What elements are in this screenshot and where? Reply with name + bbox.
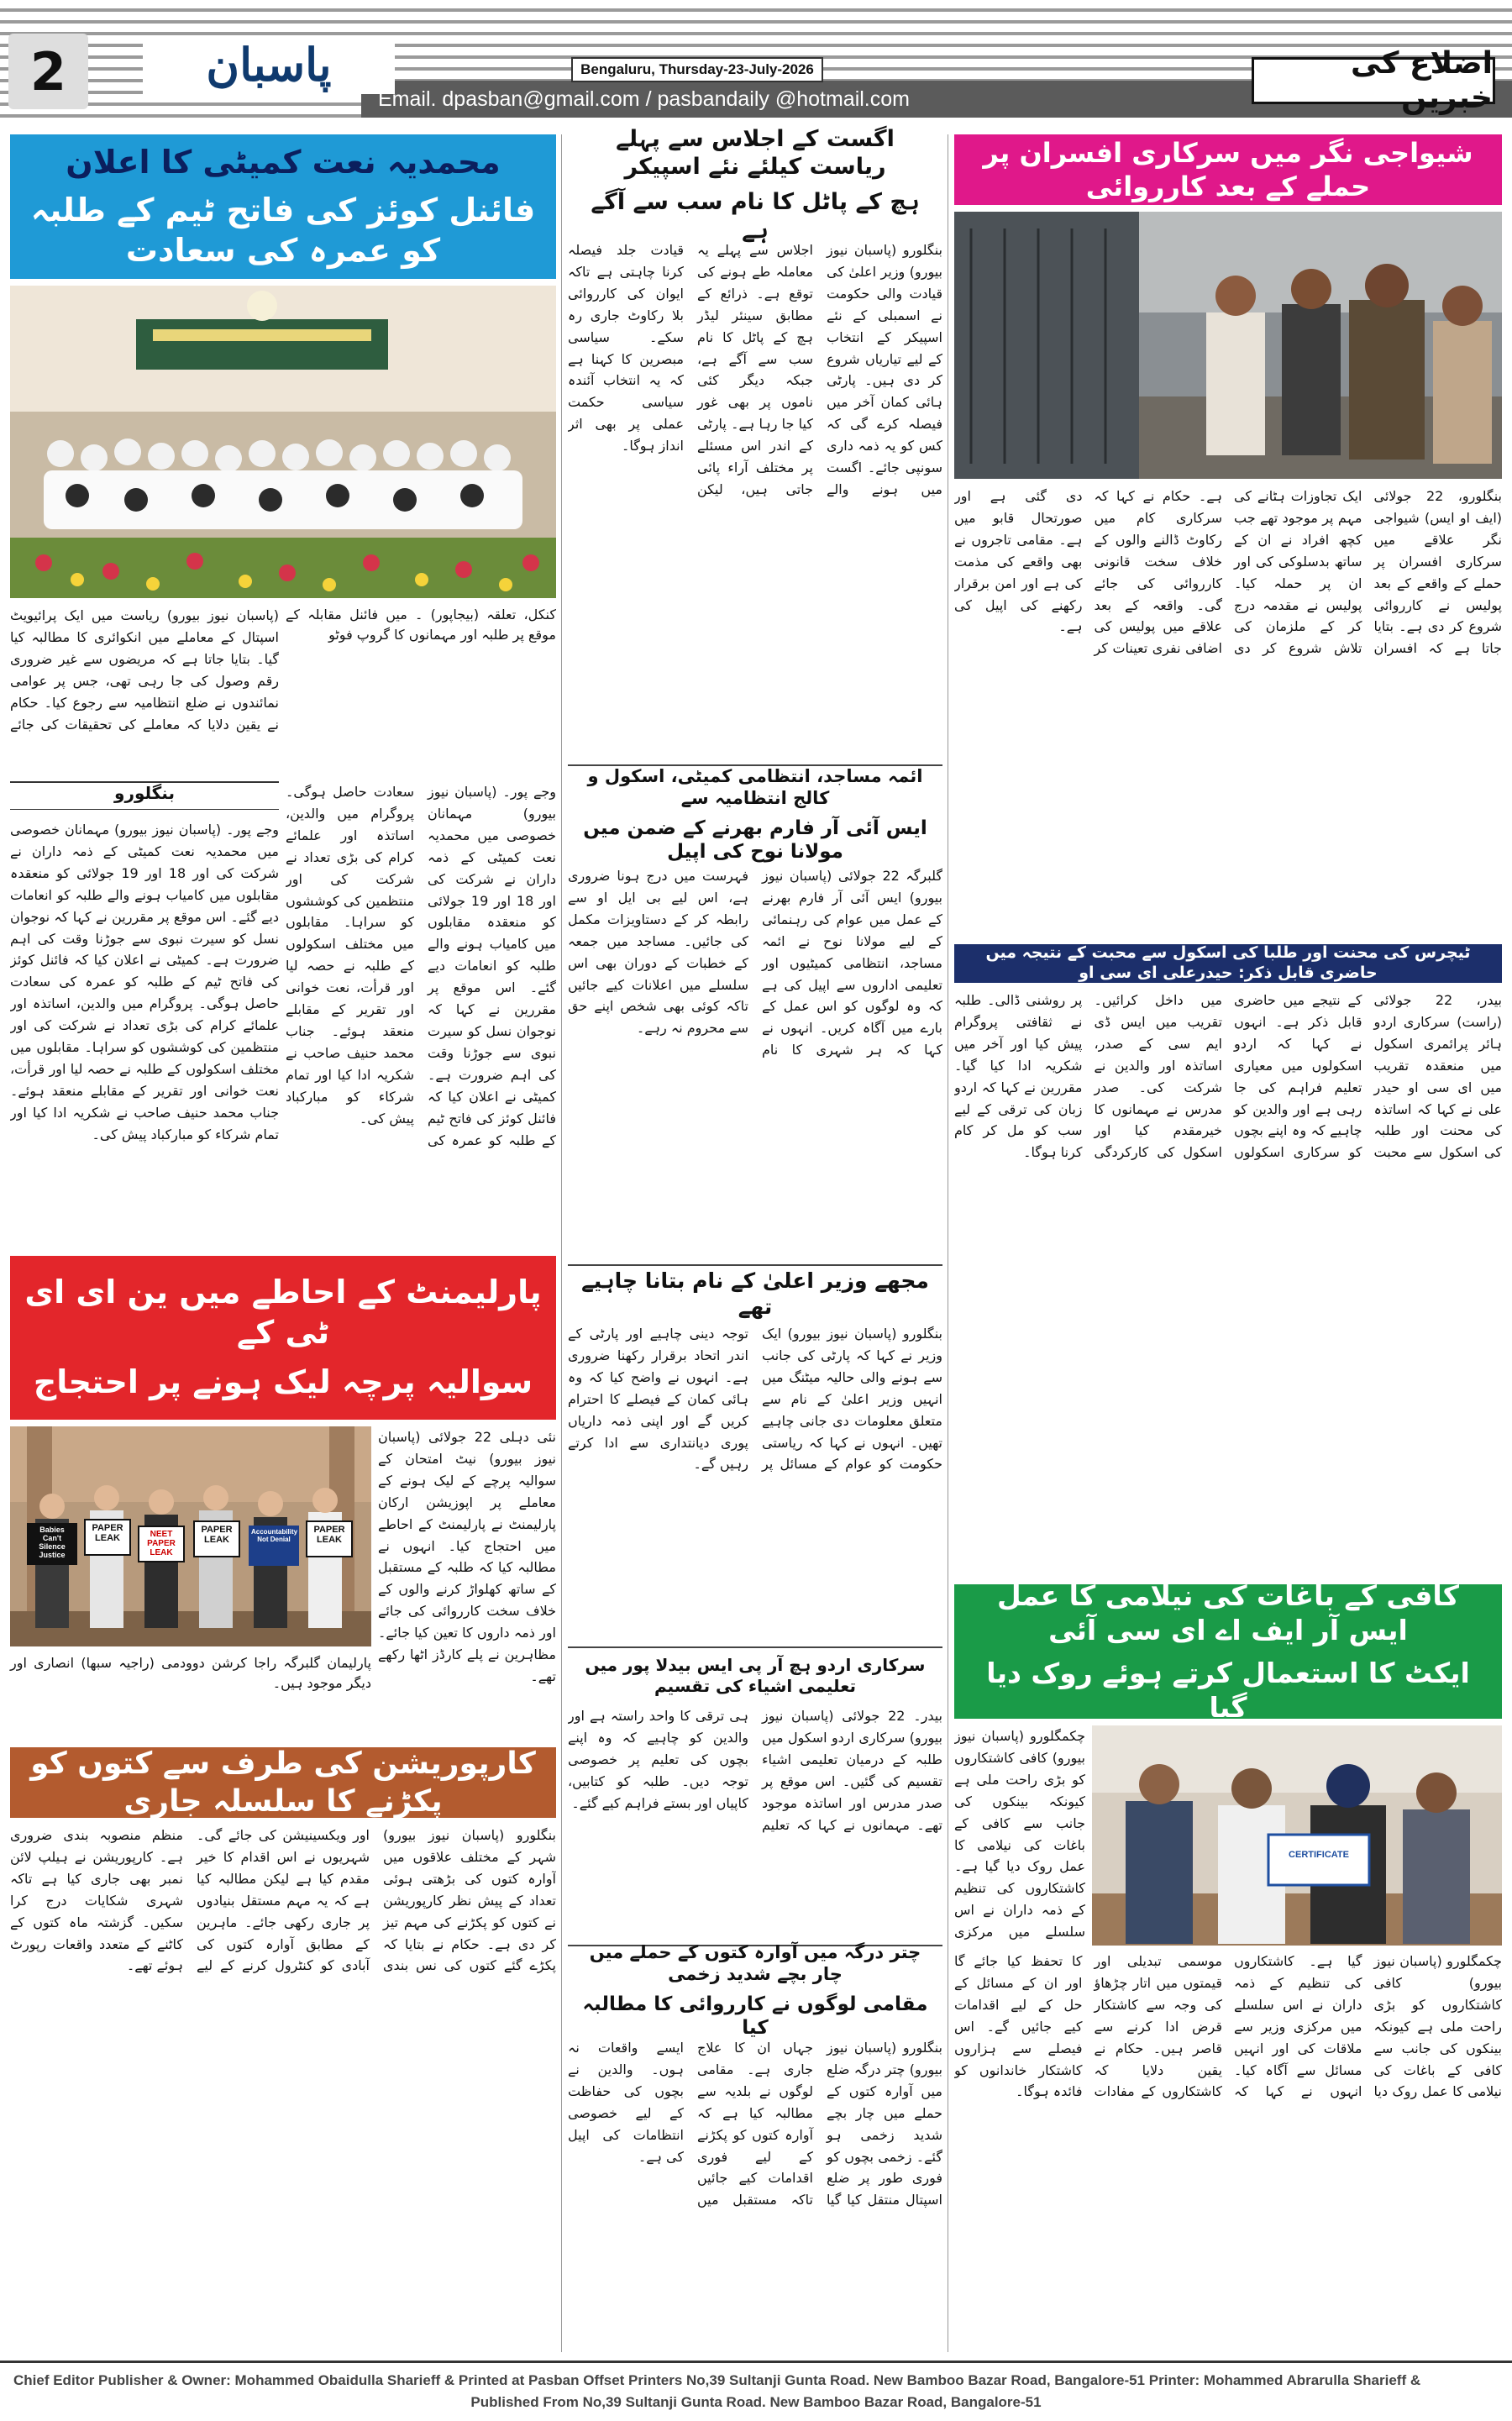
- bangalore-tag: بنگلورو: [10, 781, 279, 810]
- corp-dogs-body-text: بنگلورو (پاسبان نیوز بیورو) شہر کے مختلف علاقوں میں آوارہ کتوں کی بڑھتی ہوئی تعداد کے پیش نظر کارپوریشن نے کتوں کو پکڑنے کی مہم تیز کر دی ہے۔ حکام نے بتایا کہ پکڑے گئے کتوں کی نس بندی اور ویکسینیشن کی جائے گی۔ شہریوں نے اس اقدام کا خیر مقدم کیا ہے لیکن مطالبہ کیا ہے کہ یہ مہم مستقل بنیادوں پر جاری رکھی جائے۔ ماہرین کے مطابق آوارہ کتوں کی آبادی کو کنٹرول کرنے کے لیے منظم منصوبہ بندی ضروری ہے۔ کارپوریشن نے ہیلپ لائن نمبر بھی جاری کیا ہے تاکہ شہری شکایات درج کرا سکیں۔ گزشتہ ماہ کتوں کے کاٹنے کے متعدد واقعات رپورٹ ہوئے تھے۔: [10, 1827, 556, 1974]
- shivaji-body-text: بنگلورو، 22 جولائی (ایف او ایس) شیواجی نگر علاقے میں سرکاری افسران پر حملے کے واقعے کے بعد پولیس نے کارروائی شروع کر دی ہے۔ بتایا جاتا ہے کہ افسران ایک تجاوزات ہٹانے کی مہم پر موجود تھے جب کچھ افراد نے ان کے ساتھ بدسلوکی کی اور ان پر حملہ کیا۔ پولیس نے مقدمہ درج کر کے ملزمان کی تلاش شروع کر دی ہے۔ حکام نے کہا کہ سرکاری کام میں رکاوٹ ڈالنے والوں کے خلاف سخت قانونی کارروائی کی جائے گی۔ واقعہ کے بعد علاقے میں پولیس کی اضافی نفری تعینات کر دی گئی ہے اور صورتحال قابو میں ہے۔ مقامی تاجروں نے بھی واقعے کی مذمت کی ہے اور امن برقرار رکھنے کی اپیل کی ہے۔: [954, 488, 1502, 657]
- sir-body: [568, 865, 942, 1260]
- coffee-headline-block: [954, 1578, 1502, 1725]
- divider: [568, 1264, 942, 1266]
- sir-body-text: گلبرگہ 22 جولائی (پاسبان نیوز بیورو) ایس آئی آر فارم بھرنے کے عمل میں عوام کی رہنمائی کے لیے مولانا نوح نے ائمہ مساجد، انتظامی کمیٹیوں اور تعلیمی اداروں سے اپیل کی ہے کہ وہ لوگوں کو اس عمل کے بارے میں آگاہ کریں۔ انہوں نے کہا کہ ہر شہری کا نام فہرست میں درج ہونا ضروری ہے، اس لیے بی ایل او سے رابطہ کر کے دستاویزات مکمل کی جائیں۔ مساجد میں جمعہ کے خطبات کے دوران بھی اس سلسلے میں اعلانات کیے جائیں تاکہ کوئی بھی شخص اپنے حق سے محروم نہ رہے۔: [568, 868, 942, 1058]
- corp-dogs-body: [10, 1825, 556, 2354]
- certificate-text: CERTIFICATE: [1289, 1850, 1349, 1860]
- neet-headline-block: [10, 1256, 556, 1420]
- naat-headline-1: محمدیہ نعت کمیٹی کا اعلان: [66, 143, 501, 181]
- school-items-headline-text: سرکاری اردو ہچ آر پی ایس بیدلا پور میں تعلیمی اشیاء کی تقسیم: [585, 1655, 926, 1696]
- naat-photo-caption: کنکل، تعلقہ (بیجاپور) ۔ میں فائنل مقابلہ کے موقع پر طلبہ اور مہمانوں کا گروپ فوٹو: [286, 607, 556, 643]
- bangalore-body: [10, 819, 279, 1252]
- minister-body-text: بنگلورو (پاسبان نیوز بیورو) ایک وزیر نے کہا کہ پارٹی کی جانب سے ہونے والی حالیہ میٹنگ میں انہیں وزیر اعلیٰ کے نام سے متعلق معلومات دی جانی چاہیے تھیں۔ انہوں نے کہا کہ ریاستی حکومت کو عوام کے مسائل پر توجہ دینی چاہیے اور پارٹی کے اندر اتحاد برقرار رکھنا ضروری ہے۔ انہوں نے واضح کیا کہ وہ ہائی کمان کے فیصلے کا احترام کریں گے اور اپنی ذمہ داریاں پوری دیانتداری سے ادا کرتے رہیں گے۔: [568, 1326, 942, 1473]
- teachers-headline-text: ٹیچرس کی محنت اور طلبا کی اسکول سے محبت کے نتیجہ میں حاضری قابل ذکر: حیدرعلی ای سی او: [985, 943, 1471, 982]
- sir-headline-1: ائمہ مساجد، انتظامی کمیٹی، اسکول و کالج انتظامیہ سے: [587, 766, 923, 809]
- chitradurga-headline-1: چتر درگہ میں آوارہ کتوں کے حملے میں چار بچے شدید زخمی: [589, 1942, 921, 1985]
- coffee-body: [954, 1951, 1502, 2354]
- masthead: [0, 0, 1512, 118]
- school-items-body: [568, 1705, 942, 1940]
- shivaji-photo: [954, 212, 1502, 479]
- sir-headline-block: [568, 766, 942, 864]
- placard-3: NEET PAPER LEAK: [138, 1526, 185, 1562]
- speaker-headline-1: اگست کے اجلاس سے پہلے ریاست کیلئے نئے اسپیکر: [616, 125, 895, 181]
- naat-bangalore-body: (پاسبان نیوز بیورو) ریاست میں ایک پرائیویٹ اسپتال کے معاملے میں انکوائری کا مطالبہ کیا گیا۔ بتایا جاتا ہے کہ مریضوں سے غیر ضروری رقم وصول کی جا رہی تھی، جس پر عوامی نمائندوں نے ضلع انتظامیہ سے رجوع کیا۔ حکام نے یقین دلایا کہ معاملے کی تحقیقات کی جائے: [10, 607, 279, 733]
- coffee-body-text: چکمگلورو (پاسبان نیوز بیورو) کافی کاشتکاروں کو بڑی راحت ملی ہے کیونکہ بینکوں کی جانب سے کافی کے باغات کی نیلامی کا عمل روک دیا گیا ہے۔ کاشتکاروں کی تنظیم کے ذمہ داران نے اس سلسلے میں مرکزی وزیر سے ملاقات کی اور انہیں مسائل سے آگاہ کیا۔ انہوں نے کہا کہ موسمی تبدیلی اور قیمتوں میں اتار چڑھاؤ کی وجہ سے کاشتکار قرض ادا کرنے سے قاصر ہیں۔ حکام نے یقین دلایا کہ کاشتکاروں کے مفادات کا تحفظ کیا جائے گا اور ان کے مسائل کے حل کے لیے اقدامات کیے جائیں گے۔ اس فیصلے سے ہزاروں کاشتکار خاندانوں کو فائدہ ہوگا۔: [954, 1953, 1502, 2100]
- placard-2: PAPER LEAK: [84, 1519, 131, 1556]
- neet-protest-photo: [10, 1426, 371, 1646]
- corp-dogs-headline: [10, 1747, 556, 1818]
- school-items-headline: [568, 1651, 942, 1701]
- neet-headline-1: پارلیمنٹ کے احاطے میں ین ای ای ٹی کے: [24, 1274, 542, 1351]
- neet-headline-2: سوالیہ پرچہ لیک ہونے پر احتجاج: [33, 1363, 533, 1401]
- coffee-body-top-text: چکمگلورو (پاسبان نیوز بیورو) کافی کاشتکاروں کو بڑی راحت ملی ہے کیونکہ بینکوں کی جانب سے کافی کے باغات کی نیلامی کا عمل روک دیا گیا ہے۔ کاشتکاروں کی تنظیم کے ذمہ داران نے اس سلسلے میں مرکزی: [954, 1728, 1085, 1940]
- naat-group-photo: [10, 286, 556, 598]
- chitradurga-headline-block: [568, 1942, 942, 2040]
- speaker-headline-block: [568, 125, 942, 244]
- chitradurga-headline-2: مقامی لوگوں نے کارروائی کا مطالبہ کیا: [582, 1993, 928, 2040]
- chitradurga-body-text: بنگلورو (پاسبان نیوز بیورو) چتر درگہ ضلع میں آوارہ کتوں کے حملے میں چار بچے شدید زخمی ہو گئے۔ زخمی بچوں کو فوری طور پر ضلع اسپتال منتقل کیا گیا جہاں ان کا علاج جاری ہے۔ مقامی لوگوں نے بلدیہ سے مطالبہ کیا ہے کہ آوارہ کتوں کو پکڑنے کے لیے فوری اقدامات کیے جائیں تاکہ مستقبل میں ایسے واقعات نہ ہوں۔ والدین نے بچوں کی حفاظت کے لیے خصوصی انتظامات کی اپیل کی ہے۔: [568, 2040, 942, 2208]
- naat-headline-block: [10, 134, 556, 279]
- teachers-body: [954, 990, 1502, 1578]
- sir-headline-2: ایس آئی آر فارم بھرنے کے ضمن میں مولانا نوح کی اپیل: [583, 817, 927, 864]
- naat-body: [286, 781, 556, 1252]
- neet-photo-caption: پارلیمان گلبرگہ راجا کرشن دوودمی (راجیہ سبھا) انصاری اور دیگر موجود ہیں۔: [10, 1655, 371, 1691]
- naat-body-text: وجے پور۔ (پاسبان نیوز بیورو) مہمانان خصوصی میں محمدیہ نعت کمیٹی کے ذمہ داران نے شرکت کی اور 18 اور 19 جولائی کو منعقدہ مقابلوں میں کامیاب ہونے والے طلبہ کو انعامات دیے گئے۔ اس موقع پر مقررین نے کہا کہ نوجوان نسل کو سیرت نبوی سے جوڑنا وقت کی اہم ضرورت ہے۔ کمیٹی نے اعلان کیا کہ فائنل کوئز کی فاتح ٹیم کے طلبہ کو عمرہ کی سعادت حاصل ہوگی۔ پروگرام میں والدین، اساتذہ اور علمائے کرام کی بڑی تعداد نے شرکت کی اور منتظمین کی کوششوں کو سراہا۔ مقابلوں میں مختلف اسکولوں کے طلبہ نے حصہ لیا اور قرأت، نعت خوانی اور تقریر کے مقابلے منعقد ہوئے۔ جناب محمد حنیف صاحب نے شکریہ ادا کیا اور تمام شرکاء کو مبارکباد پیش کی۔: [286, 784, 556, 1148]
- placard-5: Accountability Not Denial: [249, 1526, 299, 1566]
- naat-body-extra: [10, 605, 279, 773]
- neet-body-text: نئی دہلی 22 جولائی (پاسبان نیوز بیورو) نیٹ امتحان کے سوالیہ پرچے کے لیک ہونے کے معاملے پر اپوزیشن ارکان پارلیمنٹ نے پارلیمنٹ کے احاطے میں احتجاج کیا۔ انہوں نے مطالبہ کیا کہ طلبہ کے مستقبل کے ساتھ کھلواڑ کرنے والوں کے خلاف سخت کارروائی کی جائے اور ذمہ داروں کا تعین کیا جائے۔ مظاہرین نے پلے کارڈز اٹھا رکھے تھے۔: [378, 1429, 556, 1684]
- coffee-headline-1: کافی کے باغات کی نیلامی کا عمل ایس آر ایف اے ای سی آئی: [997, 1578, 1459, 1646]
- section-title: اضلاع کی خبریں: [1252, 57, 1495, 104]
- shivaji-headline-text: شیواجی نگر میں سرکاری افسران پر حملے کے بعد کارروائی: [983, 137, 1473, 202]
- teachers-headline: [954, 944, 1502, 983]
- minister-headline: [568, 1268, 942, 1319]
- dateline: Bengaluru, Thursday-23-July-2026: [571, 57, 823, 82]
- school-items-body-text: بیدر۔ 22 جولائی (پاسبان نیوز بیورو) سرکاری اردو اسکول میں طلبہ کے درمیان تعلیمی اشیاء تقسیم کی گئیں۔ اس موقع پر صدر مدرس اور اساتذہ موجود تھے۔ مہمانوں نے کہا کہ تعلیم ہی ترقی کا واحد راستہ ہے اور والدین کو چاہیے کہ وہ اپنے بچوں کی تعلیم پر خصوصی توجہ دیں۔ طلبہ کو کتابیں، کاپیاں اور بستے فراہم کیے گئے۔: [568, 1708, 942, 1833]
- minister-body: [568, 1323, 942, 1642]
- coffee-headline-2: ایکٹ کا استعمال کرتے ہوئے روک دیا گیا: [986, 1657, 1470, 1725]
- bangalore-body-text: وجے پور۔ (پاسبان نیوز بیورو) مہمانان خصوصی میں محمدیہ نعت کمیٹی کے ذمہ داران نے شرکت کی اور 18 اور 19 جولائی کو منعقدہ مقابلوں میں کامیاب ہونے والے طلبہ کو انعامات دیے گئے۔ اس موقع پر مقررین نے کہا کہ نوجوان نسل کو سیرت نبوی سے جوڑنا وقت کی اہم ضرورت ہے۔ کمیٹی نے اعلان کیا کہ فائنل کوئز کی فاتح ٹیم کے طلبہ کو عمرہ کی سعادت حاصل ہوگی۔ پروگرام میں والدین، اساتذہ اور علمائے کرام کی بڑی تعداد نے شرکت کی اور منتظمین کی کوششوں کو سراہا۔ مقابلوں میں مختلف اسکولوں کے طلبہ نے حصہ لیا اور قرأت، نعت خوانی اور تقریر کے مقابلے منعقد ہوئے۔ جناب محمد حنیف صاحب نے شکریہ ادا کیا اور تمام شرکاء کو مبارکباد پیش کی۔: [10, 822, 279, 1142]
- page-number: 2: [8, 34, 88, 109]
- minister-headline-text: مجھے وزیر اعلیٰ کے نام بتانا چاہیے تھے: [581, 1268, 929, 1319]
- teachers-body-text: بیدر، 22 جولائی (راست) سرکاری اردو ہائر پرائمری اسکول میں منعقدہ تقریب میں ای سی او حیدر علی نے کہا کہ اساتذہ کی محنت اور طلبہ کی اسکول سے محبت کے نتیجے میں حاضری قابل ذکر ہے۔ انہوں نے کہا کہ اردو اسکولوں میں معیاری تعلیم فراہم کی جا رہی ہے اور والدین کو چاہیے کہ وہ اپنے بچوں کو سرکاری اسکولوں میں داخل کرائیں۔ تقریب میں ایس ڈی ایم سی کے صدر، اساتذہ اور والدین نے شرکت کی۔ صدر مدرس نے مہمانوں کا خیرمقدم کیا اور اسکول کی کارکردگی پر روشنی ڈالی۔ طلبہ نے ثقافتی پروگرام پیش کیا اور آخر میں شکریہ ادا کیا گیا۔ مقررین نے کہا کہ اردو زبان کی ترقی کے لیے سب کو مل کر کام کرنا ہوگا۔: [954, 992, 1502, 1161]
- coffee-photo: [1092, 1725, 1502, 1946]
- corp-dogs-headline-text: کارپوریشن کی طرف سے کتوں کو پکڑنے کا سلسلہ جاری: [30, 1746, 536, 1819]
- column-rule: [561, 134, 562, 2352]
- email-line: Email. dpasban@gmail.com / pasbandaily @hotmail.com: [378, 87, 910, 111]
- imprint-footer: [0, 2361, 1512, 2421]
- shivaji-body: [954, 486, 1502, 939]
- logo-text: پاسبان: [206, 38, 332, 92]
- neet-body: [378, 1426, 556, 1741]
- placard-6: PAPER LEAK: [306, 1520, 353, 1557]
- naat-headline-2: فائنل کوئز کی فاتح ٹیم کے طلبہ کو عمرہ کی سعادت: [30, 192, 536, 269]
- shivaji-headline: [954, 134, 1502, 205]
- placard-1: Babies Can't Silence Justice: [27, 1523, 77, 1565]
- coffee-body-top: [954, 1725, 1085, 1944]
- speaker-body: [568, 239, 942, 760]
- imprint-line-1: Chief Editor Publisher & Owner: Mohammed Obaidulla Sharieff & Printed at Pasban Offset Printers No,39 Sultanji Gunta Road. New Bamboo Bazar Road, Bangalore-51 Printer: Mohammed Abrarulla Sharieff &: [13, 2372, 1421, 2388]
- newspaper-logo: [143, 35, 395, 94]
- chitradurga-body: [568, 2037, 942, 2355]
- placard-4: PAPER LEAK: [193, 1520, 240, 1557]
- speaker-body-text: بنگلورو (پاسبان نیوز بیورو) وزیر اعلیٰ کی قیادت والی حکومت نے اسمبلی کے نئے اسپیکر کے انتخاب کے لیے تیاریاں شروع کر دی ہیں۔ پارٹی ہائی کمان آخر میں فیصلہ کرے گی کہ کس کو یہ ذمہ داری سونپی جائے۔ اگست میں ہونے والے اجلاس سے پہلے یہ معاملہ طے ہونے کی توقع ہے۔ ذرائع کے مطابق سینئر لیڈر ہچ کے پاٹل کا نام سب سے آگے ہے، جبکہ دیگر کئی ناموں پر بھی غور کیا جا رہا ہے۔ پارٹی کے اندر اس مسئلے پر مختلف آراء پائی جاتی ہیں، لیکن قیادت جلد فیصلہ کرنا چاہتی ہے تاکہ ایوان کی کارروائی بلا رکاوٹ جاری رہ سکے۔ سیاسی مبصرین کا کہنا ہے کہ یہ انتخاب آئندہ سیاسی حکمت عملی پر بھی اثر انداز ہوگا۔: [568, 242, 942, 497]
- divider: [568, 1646, 942, 1648]
- imprint-line-2: Published From No,39 Sultanji Gunta Road. New Bamboo Bazar Road, Bangalore-51: [470, 2393, 1042, 2410]
- speaker-headline-2: ہچ کے پاٹل کا نام سب سے آگے ہے: [591, 189, 920, 244]
